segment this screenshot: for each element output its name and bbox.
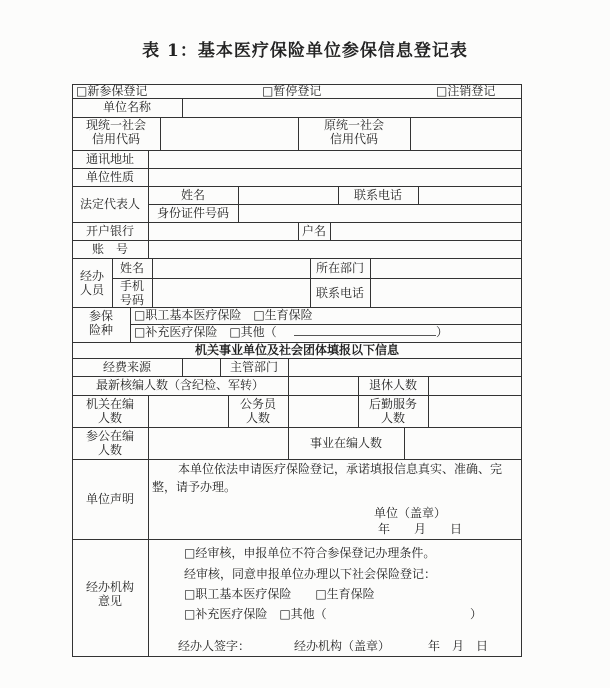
account-name-label: 户名: [301, 224, 326, 238]
mobile-label: [112, 279, 152, 307]
ref-civil-label: [72, 429, 148, 457]
rule: [148, 395, 149, 427]
label-line: 现统一社会: [85, 118, 146, 132]
label-line: 人数: [380, 411, 405, 425]
rule: [72, 656, 522, 657]
rule: [72, 150, 522, 151]
label-line: 号码: [119, 293, 144, 307]
declaration-seal: 单位（盖章）: [374, 506, 447, 520]
orig-credit-code-label: [298, 118, 410, 146]
label-line: 手机: [119, 279, 144, 293]
rule: [72, 240, 522, 241]
label-line: 信用代码: [329, 132, 378, 146]
rep-id-label: 身份证件号码: [156, 206, 229, 220]
funding-label: 经费来源: [102, 360, 151, 374]
agency-options-1[interactable]: □职工基本医疗保险 □生育保险: [184, 587, 375, 601]
agency-close-paren: ）: [470, 607, 483, 621]
cancel-registration-checkbox[interactable]: □注销登记: [436, 84, 496, 98]
insurance-close-paren: ）: [436, 325, 449, 339]
rule: [182, 358, 183, 376]
handler-phone-label: 联系电话: [315, 286, 364, 300]
rule: [182, 98, 183, 117]
pause-registration-checkbox[interactable]: □暂停登记: [262, 84, 322, 98]
handler-signature-label: 经办人签字：: [178, 639, 251, 653]
label-line: 经办机构: [85, 580, 134, 594]
registration-form: [72, 84, 522, 656]
supervisor-label: 主管部门: [229, 360, 278, 374]
agency-opinion-label: [72, 580, 148, 608]
institution-staff-label: 事业在编人数: [309, 436, 382, 450]
rule: [160, 117, 161, 150]
agency-options-2[interactable]: □补充医疗保险 □其他（: [184, 607, 327, 621]
legal-rep-label: 法定代表人: [79, 197, 140, 211]
rule: [410, 117, 411, 150]
label-line: 参公在编: [85, 429, 134, 443]
new-registration-checkbox[interactable]: □新参保登记: [76, 84, 148, 98]
label-line: 信用代码: [91, 132, 140, 146]
rule: [72, 222, 522, 223]
rule: [72, 186, 522, 187]
latest-staff-label: 最新核编人数（含纪检、军转）: [95, 378, 264, 392]
rule: [148, 222, 149, 258]
rule: [418, 186, 419, 204]
rule: [428, 395, 429, 427]
rule: [238, 204, 239, 222]
account-no-label: 账 号: [91, 242, 128, 256]
rule: [112, 278, 522, 279]
label-line: 后勤服务: [368, 397, 417, 411]
civil-servant-label: [228, 397, 288, 425]
declaration-text: 本单位依法申请医疗保险登记，承诺填报信息真实、准确、完整，请予办理。: [152, 462, 503, 494]
rule: [148, 427, 149, 459]
rule: [72, 358, 522, 359]
rule: [148, 204, 522, 205]
label-line: 人数: [245, 411, 270, 425]
agency-reject-checkbox[interactable]: □经审核，申报单位不符合参保登记办理条件。: [184, 546, 436, 560]
label-line: 原统一社会: [323, 118, 384, 132]
rule: [152, 258, 153, 307]
rule: [72, 376, 522, 377]
rule: [72, 168, 522, 169]
department-label: 所在部门: [315, 261, 364, 275]
handler-name-label: 姓名: [119, 261, 144, 275]
label-line: 意见: [97, 594, 122, 608]
label-line: 机关在编: [85, 397, 134, 411]
retired-label: 退休人数: [368, 378, 417, 392]
rule: [72, 539, 522, 540]
rep-name-label: 姓名: [180, 188, 205, 202]
agency-date: 年 月 日: [428, 639, 489, 653]
label-line: 公务员: [239, 397, 276, 411]
rule: [288, 376, 289, 395]
rule: [72, 98, 522, 99]
declaration-date: 年 月 日: [378, 522, 463, 536]
rule: [288, 395, 289, 427]
form-title: 表 1：基本医疗保险单位参保信息登记表: [142, 41, 468, 61]
bank-label: 开户银行: [85, 224, 134, 238]
other-underline: [294, 335, 436, 336]
old-credit-code-label: [72, 118, 160, 146]
rule: [130, 307, 131, 342]
rule: [72, 395, 522, 396]
label-line: 人数: [97, 411, 122, 425]
unit-name-label: 单位名称: [102, 100, 151, 114]
label-line: 人员: [79, 283, 104, 297]
rule: [521, 84, 522, 656]
rule: [330, 222, 331, 240]
rule: [404, 427, 405, 459]
logistics-label: [358, 397, 428, 425]
rule: [72, 258, 522, 259]
declaration-label: 单位声明: [85, 492, 134, 506]
insurance-options-1[interactable]: □职工基本医疗保险 □生育保险: [134, 308, 313, 322]
unit-type-label: 单位性质: [85, 170, 134, 184]
gov-staff-label: [72, 397, 148, 425]
label-line: 经办: [79, 269, 104, 283]
handler-label: [72, 269, 112, 297]
rep-phone-label: 联系电话: [353, 188, 402, 202]
rule: [288, 358, 289, 376]
rule: [428, 376, 429, 395]
rule: [72, 427, 522, 428]
address-label: 通讯地址: [85, 152, 134, 166]
agency-seal-label: 经办机构（盖章）: [294, 639, 391, 653]
insurance-type-label: [72, 309, 130, 337]
insurance-options-2[interactable]: □补充医疗保险 □其他（: [134, 325, 277, 339]
rule: [238, 186, 239, 204]
label-line: 人数: [97, 443, 122, 457]
rule: [370, 258, 371, 307]
label-line: 参保: [88, 309, 113, 323]
label-line: 险种: [88, 323, 113, 337]
rule: [148, 459, 149, 656]
agency-approve-text: 经审核，同意申报单位办理以下社会保险登记：: [184, 567, 437, 581]
section-heading: 机关事业单位及社会团体填报以下信息: [194, 343, 399, 357]
